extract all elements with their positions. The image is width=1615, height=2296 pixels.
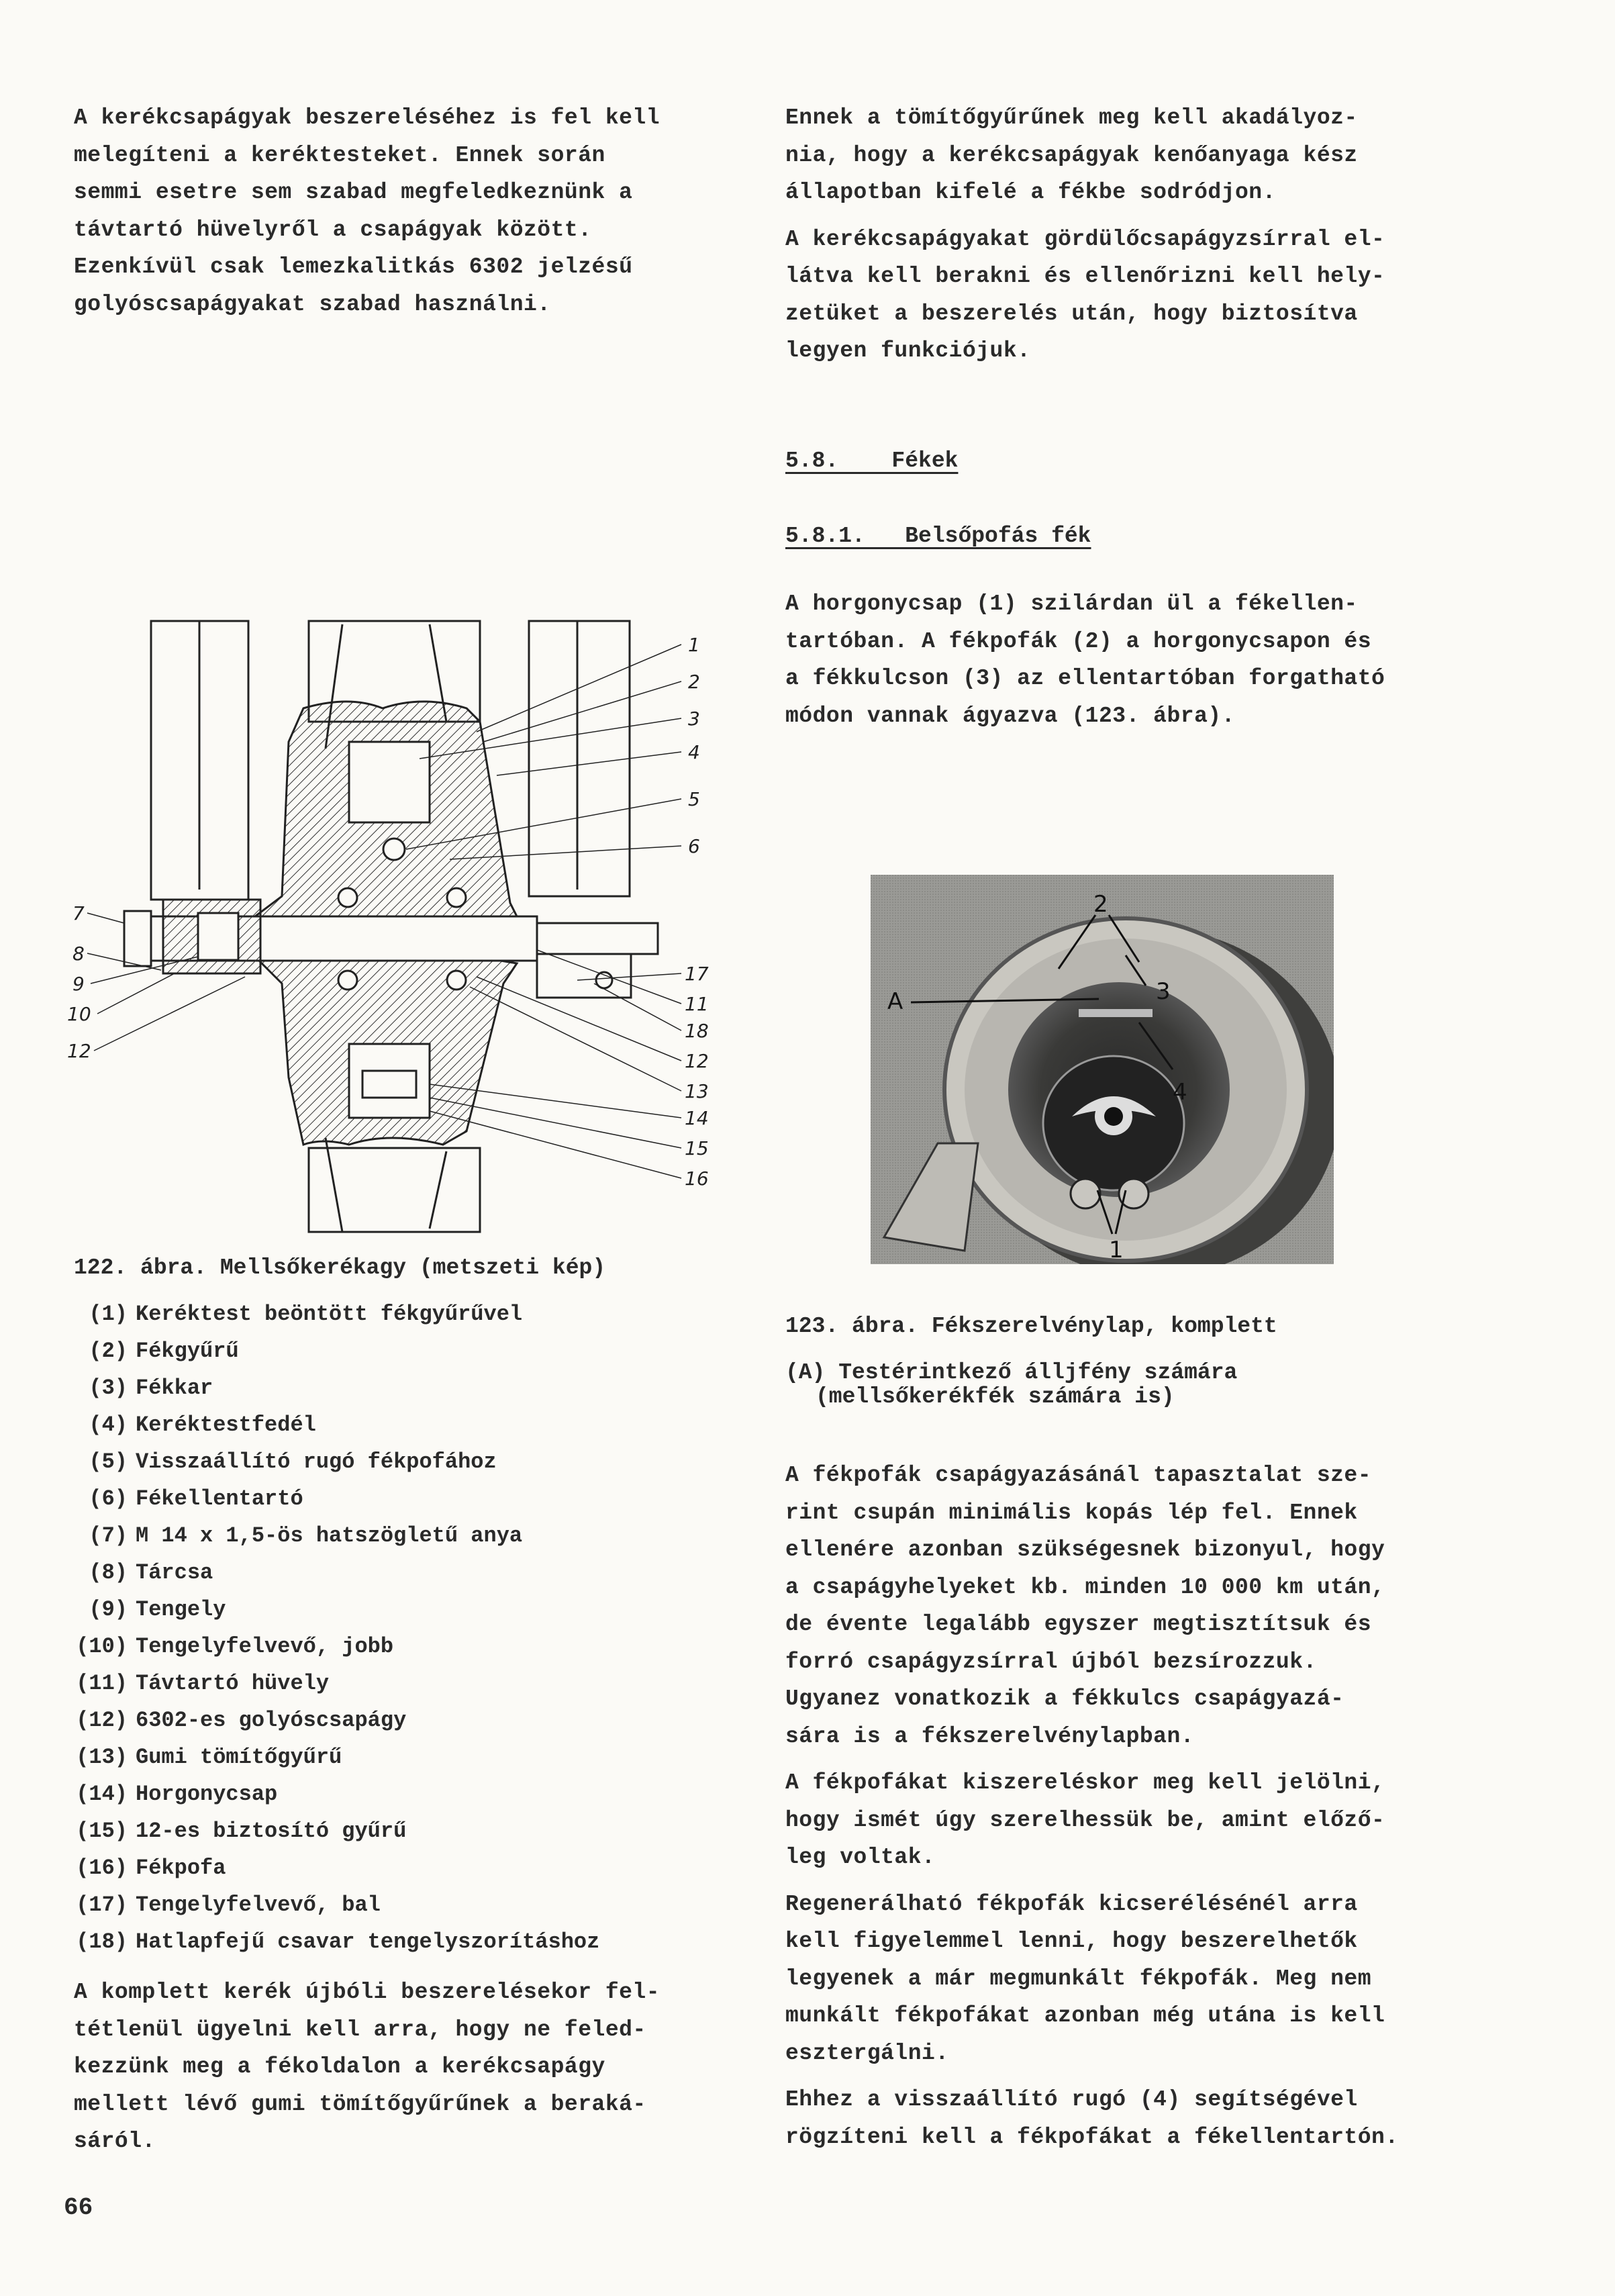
legend-number: (14) bbox=[76, 1782, 128, 1807]
legend-number: (5) bbox=[89, 1449, 128, 1474]
text-line: ellenére azonban szükségesnek bizonyul, hogy bbox=[785, 1537, 1385, 1562]
legend-number: (4) bbox=[89, 1413, 128, 1437]
legend-item bbox=[54, 1517, 725, 1554]
subsection-heading: 5.8.1. Belsőpofás fék bbox=[785, 524, 1091, 548]
text-line: zetüket a beszerelés után, hogy biztosítva bbox=[785, 301, 1358, 326]
text-line: A komplett kerék újbóli beszerelésekor fel- bbox=[74, 1980, 660, 2005]
figure-122-caption: 122. ábra. Mellsőkerékagy (metszeti kép) bbox=[74, 1255, 606, 1280]
note-line: (mellsőkerékfék számára is) bbox=[816, 1384, 1175, 1409]
legend-item bbox=[54, 1923, 725, 1960]
bearing-ball bbox=[338, 971, 357, 990]
legend-number: (7) bbox=[89, 1523, 128, 1548]
legend-number: (8) bbox=[89, 1560, 128, 1585]
legend-text: Tengelyfelvevő, jobb bbox=[136, 1634, 394, 1659]
callout-label: 5 bbox=[688, 788, 700, 810]
callout-label: 12 bbox=[685, 1050, 709, 1072]
legend-item bbox=[54, 1628, 725, 1665]
legend-item bbox=[54, 1776, 725, 1813]
return-spring bbox=[383, 839, 405, 860]
paragraph bbox=[785, 1764, 1483, 1876]
legend-number: (16) bbox=[76, 1856, 128, 1880]
text-line: hogy ismét úgy szerelhessük be, amint előző- bbox=[785, 1807, 1385, 1833]
text-line: leg voltak. bbox=[785, 1845, 936, 1870]
legend-text: Fékellentartó bbox=[136, 1486, 303, 1511]
text-line: sára is a fékszerelvénylapban. bbox=[785, 1723, 1195, 1749]
hub-cross-section-drawing bbox=[67, 608, 712, 1245]
text-line: a fékkulcson (3) az ellentartóban forgatható bbox=[785, 666, 1385, 691]
paragraph bbox=[785, 1886, 1483, 2072]
legend-number: (10) bbox=[76, 1634, 128, 1659]
legend-number: (3) bbox=[89, 1376, 128, 1400]
callout-label: 10 bbox=[67, 1003, 91, 1025]
bearing-ball bbox=[447, 971, 466, 990]
text-line: semmi esetre sem szabad megfeledkeznünk a bbox=[74, 180, 633, 205]
paragraph bbox=[785, 1457, 1483, 1755]
legend-item bbox=[54, 1591, 725, 1628]
callout-label: 1 bbox=[688, 634, 700, 656]
text-line: kezzünk meg a fékoldalon a kerékcsapágy bbox=[74, 2054, 605, 2079]
text-line: rögzíteni kell a fékpofákat a fékellentartón. bbox=[785, 2124, 1399, 2150]
fork-leg-right bbox=[529, 621, 630, 896]
legend-text: Fékgyűrű bbox=[136, 1339, 239, 1364]
legend-text: Tengely bbox=[136, 1597, 226, 1622]
text-line: a csapágyhelyeket kb. minden 10 000 km után, bbox=[785, 1574, 1385, 1600]
text-line: tétlenül ügyelni kell arra, hogy ne feled- bbox=[74, 2017, 646, 2042]
paragraph bbox=[785, 221, 1470, 370]
legend-text: M 14 x 1,5-ös hatszögletű anya bbox=[136, 1523, 523, 1548]
callout-label: 15 bbox=[685, 1137, 709, 1159]
callout-label: 14 bbox=[685, 1107, 709, 1129]
legend-number: (9) bbox=[89, 1597, 128, 1622]
legend-text: 6302-es golyóscsapágy bbox=[136, 1708, 407, 1733]
legend-text: Keréktest beöntött fékgyűrűvel bbox=[136, 1302, 523, 1327]
callout-label: 4 bbox=[688, 741, 700, 763]
text-line: esztergálni. bbox=[785, 2040, 949, 2066]
legend-text: Tárcsa bbox=[136, 1560, 213, 1585]
photo-label-4: 4 bbox=[1173, 1079, 1187, 1106]
left-top-paragraph bbox=[74, 99, 732, 323]
text-line: látva kell berakni és ellenőrizni kell hely- bbox=[785, 264, 1385, 289]
text-line: A kerékcsapágyakat gördülőcsapágyzsírral el- bbox=[785, 226, 1385, 252]
text-line: mellett lévő gumi tömítőgyűrűnek a beraká- bbox=[74, 2091, 646, 2117]
callout-label: 2 bbox=[688, 671, 700, 693]
callout-label: 13 bbox=[685, 1080, 709, 1102]
legend-text: Fékpofa bbox=[136, 1856, 226, 1880]
bearing-ball bbox=[338, 888, 357, 907]
text-line: állapotban kifelé a fékbe sodródjon. bbox=[785, 180, 1276, 205]
text-line: A kerékcsapágyak beszereléséhez is fel kell bbox=[74, 105, 660, 130]
legend-number: (6) bbox=[89, 1486, 128, 1511]
legend-item bbox=[54, 1480, 725, 1517]
legend-text: Gumi tömítőgyűrű bbox=[136, 1745, 342, 1770]
legend-number: (12) bbox=[76, 1708, 128, 1733]
text-line: Regenerálható fékpofák kicserélésénél arra bbox=[785, 1891, 1358, 1917]
photo-label-a: A bbox=[887, 988, 903, 1015]
legend-item bbox=[54, 1406, 725, 1443]
anchor-pin bbox=[362, 1071, 416, 1098]
legend-item bbox=[54, 1886, 725, 1923]
note-line: (A) Testérintkező álljfény számára bbox=[785, 1360, 1238, 1385]
photo-label-2: 2 bbox=[1093, 891, 1108, 918]
legend-item bbox=[54, 1443, 725, 1480]
paragraph bbox=[785, 99, 1470, 211]
legend-item bbox=[54, 1333, 725, 1370]
text-line: forró csapágyzsírral újból bezsírozzuk. bbox=[785, 1649, 1317, 1674]
legend-number: (11) bbox=[76, 1671, 128, 1696]
legend-text: Horgonycsap bbox=[136, 1782, 278, 1807]
callout-label: 3 bbox=[688, 708, 700, 730]
callout-label: 7 bbox=[72, 902, 85, 924]
text-line: kell figyelemmel lenni, hogy beszerelhetők bbox=[785, 1929, 1358, 1954]
legend-item bbox=[54, 1554, 725, 1591]
bearing-ball bbox=[447, 888, 466, 907]
legend-text: Keréktestfedél bbox=[136, 1413, 316, 1437]
legend-text: Fékkar bbox=[136, 1376, 213, 1400]
text-line: rint csupán minimális kopás lép fel. Ennek bbox=[785, 1500, 1358, 1525]
legend-text: Visszaállító rugó fékpofához bbox=[136, 1449, 497, 1474]
text-line: legyen funkciójuk. bbox=[785, 338, 1031, 363]
section-heading: 5.8. Fékek bbox=[785, 448, 959, 473]
legend-number: (13) bbox=[76, 1745, 128, 1770]
callout-label: 12 bbox=[67, 1040, 91, 1062]
figure-122-legend bbox=[54, 1296, 725, 1960]
brake-intro-paragraph bbox=[785, 585, 1470, 734]
brake-plate-photo bbox=[871, 875, 1334, 1264]
legend-number: (1) bbox=[89, 1302, 128, 1327]
text-line: nia, hogy a kerékcsapágyak kenőanyaga kész bbox=[785, 142, 1358, 168]
photo-label-1: 1 bbox=[1109, 1237, 1124, 1263]
text-line: Ezenkívül csak lemezkalitkás 6302 jelzésű bbox=[74, 254, 633, 279]
callout-label: 18 bbox=[685, 1020, 709, 1042]
text-line: A fékpofákat kiszereléskor meg kell jelölni, bbox=[785, 1770, 1385, 1795]
legend-item bbox=[54, 1296, 725, 1333]
legend-item bbox=[54, 1813, 725, 1850]
text-line: munkált fékpofákat azonban még utána is kell bbox=[785, 2003, 1385, 2028]
legend-number: (17) bbox=[76, 1893, 128, 1917]
hex-nut bbox=[124, 911, 151, 966]
paragraph bbox=[785, 2081, 1483, 2156]
right-bottom-text bbox=[785, 1457, 1483, 2156]
text-line: A fékpofák csapágyazásánál tapasztalat sze- bbox=[785, 1463, 1372, 1488]
text-line: golyóscsapágyakat szabad használni. bbox=[74, 291, 551, 317]
legend-text: Tengelyfelvevő, bal bbox=[136, 1893, 381, 1917]
text-line: legyenek a már megmunkált fékpofák. Meg nem bbox=[785, 1966, 1372, 1991]
text-line: A horgonycsap (1) szilárdan ül a fékellen- bbox=[785, 591, 1358, 616]
callout-label: 16 bbox=[685, 1167, 709, 1190]
legend-item bbox=[54, 1702, 725, 1739]
legend-item bbox=[54, 1850, 725, 1886]
legend-text: 12-es biztosító gyűrű bbox=[136, 1819, 407, 1844]
text-line: tartóban. A fékpofák (2) a horgonycsapon és bbox=[785, 628, 1372, 654]
legend-item bbox=[54, 1739, 725, 1776]
legend-number: (15) bbox=[76, 1819, 128, 1844]
text-line: Ugyanez vonatkozik a fékkulcs csapágyazá- bbox=[785, 1686, 1344, 1711]
legend-text: Hatlapfejű csavar tengelyszorításhoz bbox=[136, 1929, 600, 1954]
figure-123-note bbox=[785, 1361, 1237, 1409]
legend-number: (18) bbox=[76, 1929, 128, 1954]
callout-label: 8 bbox=[72, 943, 85, 965]
callout-label: 9 bbox=[72, 973, 85, 995]
legend-item bbox=[54, 1370, 725, 1406]
legend-item bbox=[54, 1665, 725, 1702]
text-line: Ennek a tömítőgyűrűnek meg kell akadályoz- bbox=[785, 105, 1358, 130]
callout-label: 11 bbox=[685, 993, 709, 1015]
photo-label-3: 3 bbox=[1156, 978, 1171, 1005]
figure-123-caption: 123. ábra. Fékszerelvénylap, komplett bbox=[785, 1314, 1277, 1339]
callout-label: 17 bbox=[685, 963, 709, 985]
text-line: távtartó hüvelyről a csapágyak között. bbox=[74, 217, 592, 242]
legend-text: Távtartó hüvely bbox=[136, 1671, 330, 1696]
text-line: de évente legalább egyszer megtisztítsuk és bbox=[785, 1612, 1372, 1637]
text-line: Ehhez a visszaállító rugó (4) segítségével bbox=[785, 2087, 1358, 2112]
text-line: melegíteni a keréktesteket. Ennek során bbox=[74, 142, 605, 168]
right-top-text bbox=[785, 99, 1470, 370]
callout-label: 6 bbox=[688, 835, 700, 857]
left-bottom-paragraph bbox=[74, 1974, 732, 2160]
legend-number: (2) bbox=[89, 1339, 128, 1364]
text-line: módon vannak ágyazva (123. ábra). bbox=[785, 703, 1236, 728]
text-line: sáról. bbox=[74, 2129, 156, 2154]
page-number: 66 bbox=[64, 2194, 93, 2221]
